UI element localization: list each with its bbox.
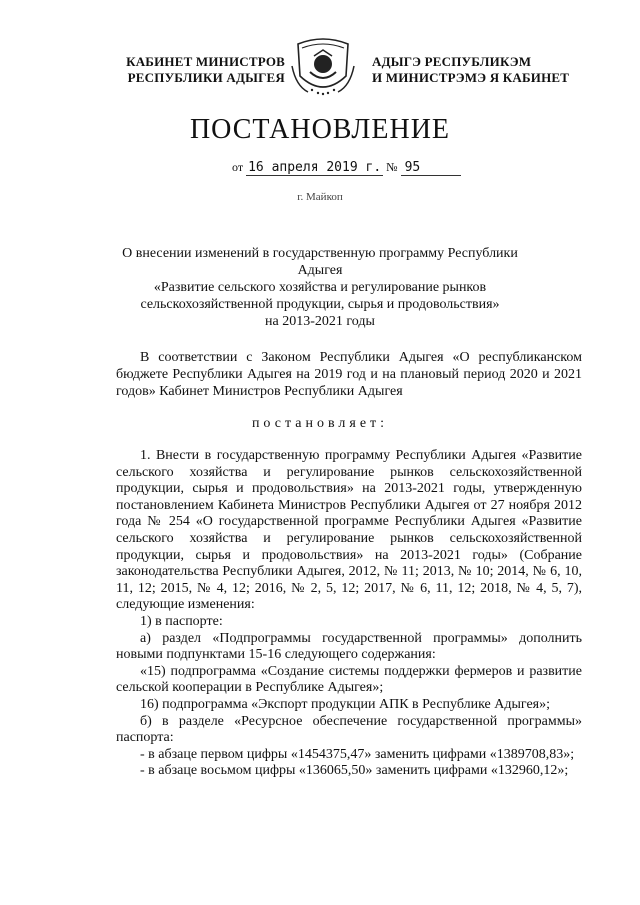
header-right-line1: АДЫГЭ РЕСПУБЛИКЭМ: [372, 54, 532, 69]
body-paragraph: «15) подпрограмма «Создание системы поддержки фермеров и развитие сельской кооперации в Республике Адыгея»;: [116, 663, 582, 696]
document-dateline: [232, 160, 461, 176]
document-title: ПОСТАНОВЛЕНИЕ: [189, 114, 451, 145]
subject-line: сельскохозяйственной продукции, сырья и продовольствия»: [140, 297, 500, 312]
header-right: [372, 54, 592, 86]
subject-line: О внесении изменений в государственную программу Республики Адыгея: [122, 246, 518, 278]
body-paragraph: а) раздел «Подпрограммы государственной программы» дополнить новыми подпунктами 15-16 следующего содержания:: [116, 630, 582, 663]
document-subject: [100, 245, 540, 330]
body-paragraph: 1. Внести в государственную программу Республики Адыгея «Развитие сельского хозяйства и регулирование рынков сельскохозяйственной продукции, сырья и продовольствия» на 2013-2021 годы, утвержденную постановлением Кабинета Министров Республики Адыгея от 27 ноября 2012 года № 254 «О государственной программе Республики Адыгея «Развитие сельского хозяйства и регулирование рынков сельскохозяйственной продукции, сырья и продовольствия» на 2013-2021 годы» (Собрание законодательства Республики Адыгея, 2012, № 11; 2013, № 10; 2014, № 6, 10, 11, 12; 2015, № 4, 12; 2016, № 2, 5, 12; 2017, № 6, 11, 12; 2018, № 4, 5, 7), следующие изменения:: [116, 448, 582, 613]
body-paragraph: - в абзаце первом цифры «1454375,47» заменить цифрами «1389708,83»;: [140, 746, 575, 762]
header-right-line2: И МИНИСТРЭМЭ Я КАБИНЕТ: [372, 70, 570, 85]
document-body: [116, 448, 582, 780]
coat-of-arms-icon: [288, 36, 358, 102]
document-number: 95: [401, 160, 461, 176]
body-paragraph: б) в разделе «Ресурсное обеспечение государственной программы» паспорта:: [116, 713, 582, 746]
document-date: 16 апреля 2019 г.: [248, 160, 382, 175]
document-city: г. Майкоп: [297, 191, 343, 203]
preamble-paragraph: В соответствии с Законом Республики Адыгея «О республиканском бюджете Республики Адыгея на 2019 год и на плановый период 2020 и 2021 годов» Кабинет Министров Республики Адыгея: [116, 350, 582, 399]
body-paragraph: - в абзаце восьмом цифры «136065,50» заменить цифрами «132960,12»;: [140, 763, 569, 779]
subject-line: на 2013-2021 годы: [265, 314, 375, 329]
date-prefix: от: [232, 160, 244, 174]
number-sign: №: [386, 160, 398, 174]
header-left-line2: РЕСПУБЛИКИ АДЫГЕЯ: [127, 70, 285, 85]
body-paragraph: 16) подпрограмма «Экспорт продукции АПК в Республике Адыгея»;: [140, 696, 550, 712]
subject-line: «Развитие сельского хозяйства и регулирование рынков: [153, 280, 487, 295]
body-paragraph: 1) в паспорте:: [140, 613, 223, 629]
resolves-heading: постановляет:: [251, 416, 389, 431]
header-left: [105, 54, 285, 86]
header-left-line1: КАБИНЕТ МИНИСТРОВ: [126, 54, 285, 69]
